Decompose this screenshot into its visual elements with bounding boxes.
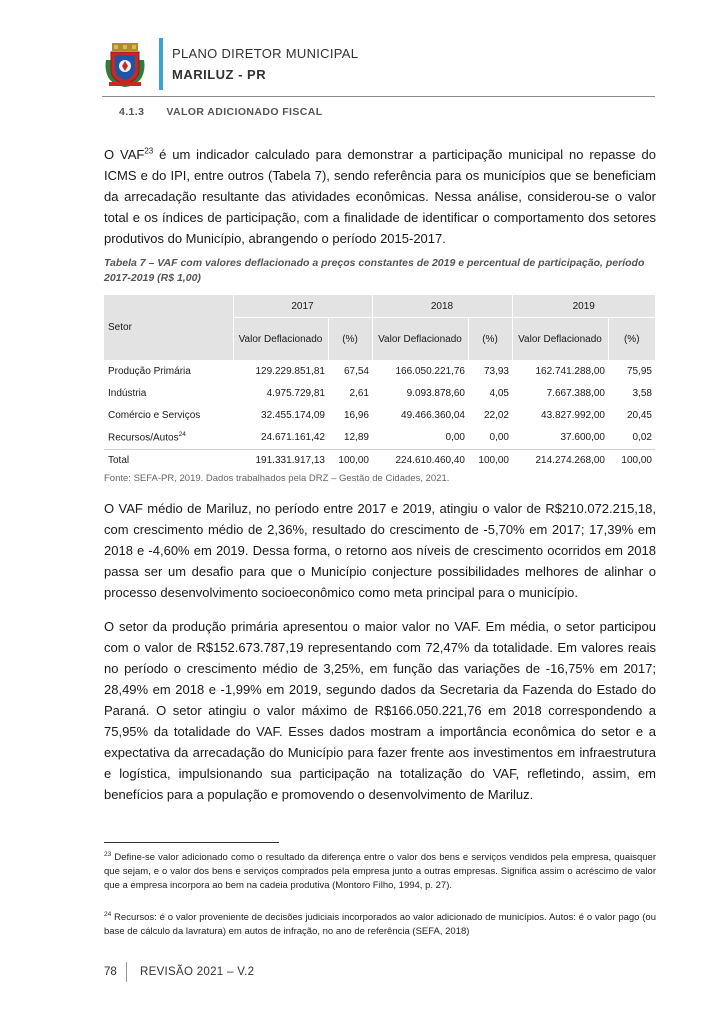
table-cell: 100,00 — [328, 449, 372, 472]
revision-label: REVISÃO 2021 – V.2 — [140, 966, 255, 978]
table-cell: 191.331.917,13 — [233, 449, 328, 472]
table-cell: 73,93 — [483, 365, 509, 377]
paragraph-average: O VAF médio de Mariluz, no período entre 2017 e 2019, atingiu o valor de R$210.072.215,18, com crescimento médio de 2,36%, resultado do crescimento de -5,70% em 2017; 17,39% em 2018 e -4,60% em 2019. Dessa forma, o retorno aos níveis de crescimento ocorridos em 2018 passa ser um desafio para que o Município conjecture possibilidades melhores de alinhar o processo desenvolvimento socioeconômico como meta principal para o município. — [104, 501, 656, 600]
paragraph-intro — [104, 144, 656, 249]
table-cell: 3,58 — [632, 388, 652, 399]
paragraph-text: é um indicador calculado para demonstrar a participação municipal no repasse do ICMS e do IPI, entre outros (Tabela 7), sendo referência para os municípios que se beneficiam da arrecadação resultante das atividades econômicas. Nessa análise, considerou-se o valor total e os índices de participação, com a finalidade de identificar o comportamento dos setores produtivos do Município, abrangendo o período 2015-2017. — [104, 147, 656, 246]
footnote-ref-24[interactable]: 24 — [178, 431, 186, 439]
table-header-valor: Valor Deflacionado — [372, 318, 468, 361]
row-label — [104, 427, 233, 450]
table-header-year: 2019 — [512, 295, 655, 318]
table-row — [104, 427, 655, 450]
table-cell: 75,95 — [626, 365, 652, 377]
table-row-total — [104, 449, 655, 472]
footnote-text: Recursos: é o valor proveniente de decisões judiciais incorporados ao valor adicionado de municípios. Autos: é o valor pago (ou base de cálculo da lavratura) em autos de infração, no ano de referência (SEFA, 2018) — [104, 912, 656, 938]
table-header-pct: (%) — [608, 318, 655, 361]
header-subtitle: MARILUZ - PR — [172, 67, 267, 82]
table-cell: 67,54 — [343, 365, 369, 377]
table-row — [104, 405, 655, 427]
table-cell: 100,00 — [608, 449, 655, 472]
table-cell: 12,89 — [343, 432, 369, 443]
section-number: 4.1.3 — [119, 106, 145, 118]
paragraph-text: O VAF — [104, 147, 145, 162]
footer-divider — [126, 962, 127, 982]
header-title: PLANO DIRETOR MUNICIPAL — [172, 46, 359, 61]
table-cell: 16,96 — [343, 410, 369, 421]
footnote-23 — [104, 848, 656, 893]
table-cell: 7.667.388,00 — [546, 388, 605, 399]
table-header-pct: (%) — [468, 318, 512, 361]
table-cell: 0,00 — [489, 432, 509, 443]
table-cell: 9.093.878,60 — [406, 388, 465, 399]
municipal-coat-of-arms-icon — [102, 42, 148, 88]
table-cell: 4,05 — [489, 388, 509, 399]
section-title: VALOR ADICIONADO FISCAL — [166, 106, 323, 118]
header-divider — [102, 96, 655, 97]
table-cell: 0,02 — [632, 432, 652, 443]
table-cell: 24.671.161,42 — [261, 432, 325, 443]
table-cell: 0,00 — [445, 432, 465, 443]
row-label: Indústria — [108, 388, 147, 399]
row-label: Total — [104, 449, 233, 472]
table-cell: 32.455.174,09 — [261, 410, 325, 421]
section-heading — [119, 106, 323, 118]
table-cell: 4.975.729,81 — [266, 388, 325, 399]
table-header-setor: Setor — [104, 295, 233, 360]
header-accent-bar — [159, 38, 163, 90]
table-header-year: 2017 — [233, 295, 372, 318]
table-header-year: 2018 — [372, 295, 512, 318]
table-header-pct: (%) — [328, 318, 372, 361]
table-source: Fonte: SEFA-PR, 2019. Dados trabalhados pela DRZ – Gestão de Cidades, 2021. — [104, 473, 450, 484]
table-cell: 37.600,00 — [560, 432, 605, 443]
footnote-ref-23[interactable]: 23 — [144, 146, 154, 156]
row-label: Produção Primária — [108, 366, 191, 377]
vaf-table — [104, 295, 655, 472]
table-cell: 162.741.288,00 — [535, 365, 605, 377]
table-header-valor: Valor Deflacionado — [233, 318, 328, 361]
footnote-number: 24 — [104, 911, 112, 918]
page-number: 78 — [104, 966, 117, 978]
table-cell: 43.827.992,00 — [541, 410, 605, 421]
table-cell: 2,61 — [349, 388, 369, 399]
table-cell: 214.274.268,00 — [512, 449, 608, 472]
row-label-text: Recursos/Autos — [108, 432, 179, 444]
table-cell: 166.050.221,76 — [395, 365, 465, 377]
table-cell: 22,02 — [483, 410, 509, 421]
table-cell: 129.229.851,81 — [255, 365, 325, 377]
footnote-24 — [104, 908, 656, 939]
table-cell: 100,00 — [468, 449, 512, 472]
paragraph-primary-sector: O setor da produção primária apresentou o maior valor no VAF. Em média, o setor participou com o valor de R$152.673.787,19 representando com 72,47% da totalidade. Em valores reais no período o crescimento médio de 3,25%, em função das variações de -16,75% em 2017; 28,49% em 2018 e -1,99% em 2019, segundo dados da Secretaria da Fazenda do Estado do Paraná. O setor atingiu o valor máximo de R$166.050.221,76 em 2018 correspondendo a 75,95% da totalidade do VAF. Esses dados mostram a importância econômica do setor e a expectativa da arrecadação do Município para fazer frente aos investimentos em infraestrutura e logística, impulsionando sua participação na totalização do VAF, refletindo, assim, em benefícios para a população e promovendo o desenvolvimento de Mariluz. — [104, 619, 656, 802]
table-cell: 20,45 — [626, 410, 652, 421]
footnote-divider — [104, 842, 279, 843]
page-header — [102, 36, 655, 96]
table-cell: 224.610.460,40 — [372, 449, 468, 472]
row-label: Comércio e Serviços — [108, 410, 201, 421]
table-row — [104, 383, 655, 405]
table-row — [104, 360, 655, 383]
footnote-number: 23 — [104, 851, 112, 858]
table-caption: Tabela 7 – VAF com valores deflacionado a preços constantes de 2019 e percentual de participação, período 2017-2019 (R$ 1,00) — [104, 257, 645, 284]
table-header-valor: Valor Deflacionado — [512, 318, 608, 361]
table-cell: 49.466.360,04 — [401, 410, 465, 421]
footnote-text: Define-se valor adicionado como o resultado da diferença entre o valor dos bens e serviços vendidos pela empresa, quaisquer que sejam, e o valor dos bens e serviços comprados pela empresa junto a outras empresas. Significa assim o acréscimo de valor que a empresa incorpora ao bem na cadeia produtiva (Montoro Filho, 1994, p. 27). — [104, 852, 656, 892]
